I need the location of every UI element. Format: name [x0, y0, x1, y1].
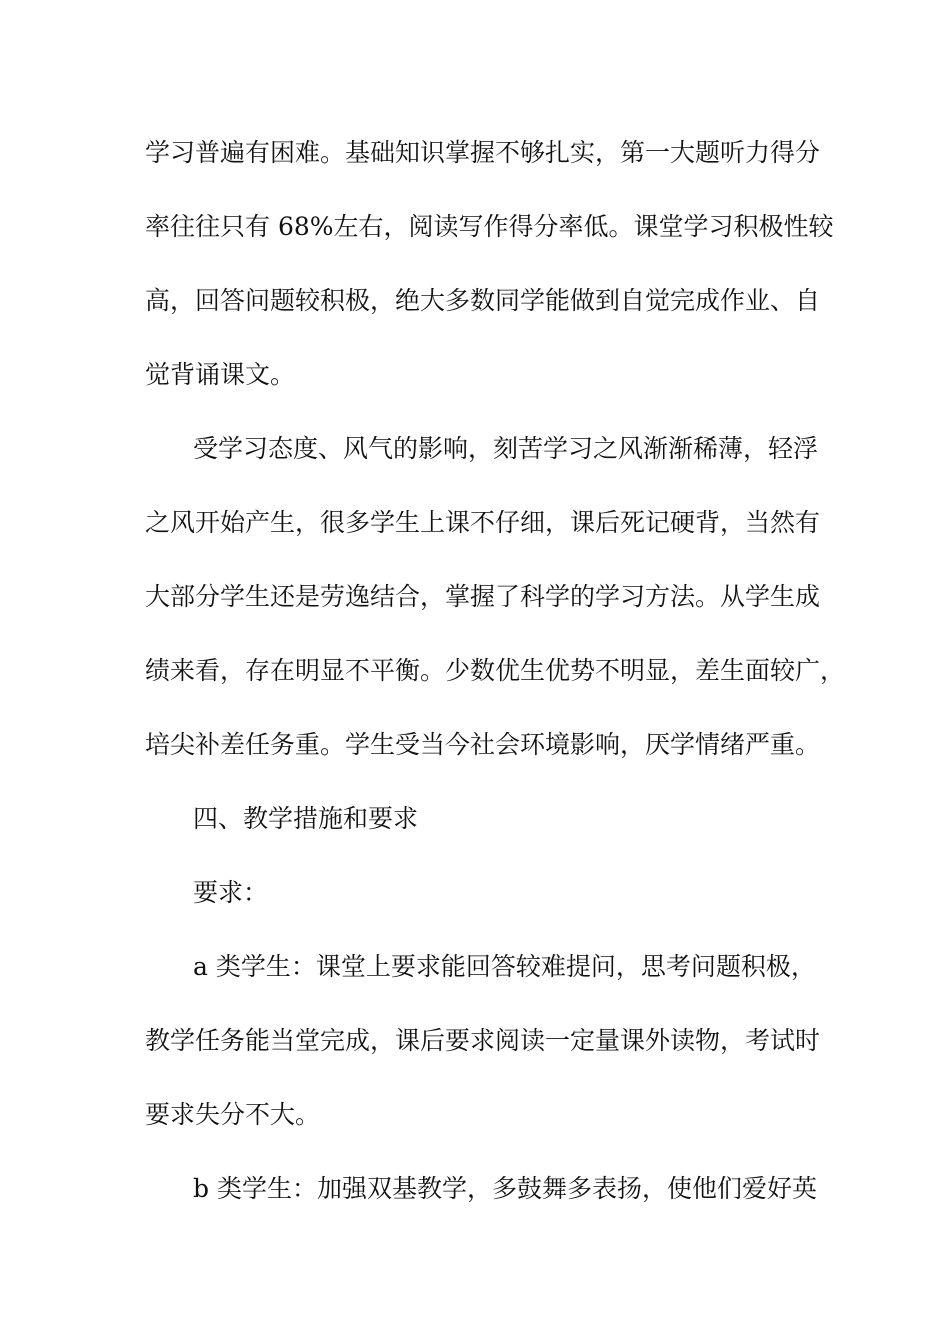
text-line: 受学习态度、风气的影响，刻苦学习之风渐渐稀薄，轻浮 [193, 434, 819, 463]
text-line: 培尖补差任务重。学生受当今社会环境影响，厌学情绪严重。 [145, 730, 821, 759]
text-line: 绩来看，存在明显不平衡。少数优生优势不明显，差生面较广， [145, 656, 846, 685]
text-line: 觉背诵课文。 [145, 360, 296, 389]
text-line: 之风开始产生，很多学生上课不仔细，课后死记硬背，当然有 [145, 508, 821, 537]
text-line: 大部分学生还是劳逸结合，掌握了科学的学习方法。从学生成 [145, 582, 821, 611]
text-line: a 类学生：课堂上要求能回答较难提问，思考问题积极， [193, 952, 816, 981]
section-heading: 四、教学措施和要求 [193, 804, 419, 833]
text-line: 率往往只有 68%左右，阅读写作得分率低。课堂学习积极性较 [145, 212, 834, 241]
text-line: 学习普遍有困难。基础知识掌握不够扎实，第一大题听力得分 [145, 138, 821, 167]
text-line: 高，回答问题较积极，绝大多数同学能做到自觉完成作业、自 [145, 286, 821, 315]
text-line: 要求失分不大。 [145, 1100, 321, 1129]
text-line: b 类学生：加强双基教学，多鼓舞多表扬，使他们爱好英 [193, 1174, 817, 1203]
subheading: 要求： [193, 878, 269, 907]
text-line: 教学任务能当堂完成，课后要求阅读一定量课外读物，考试时 [145, 1026, 821, 1055]
